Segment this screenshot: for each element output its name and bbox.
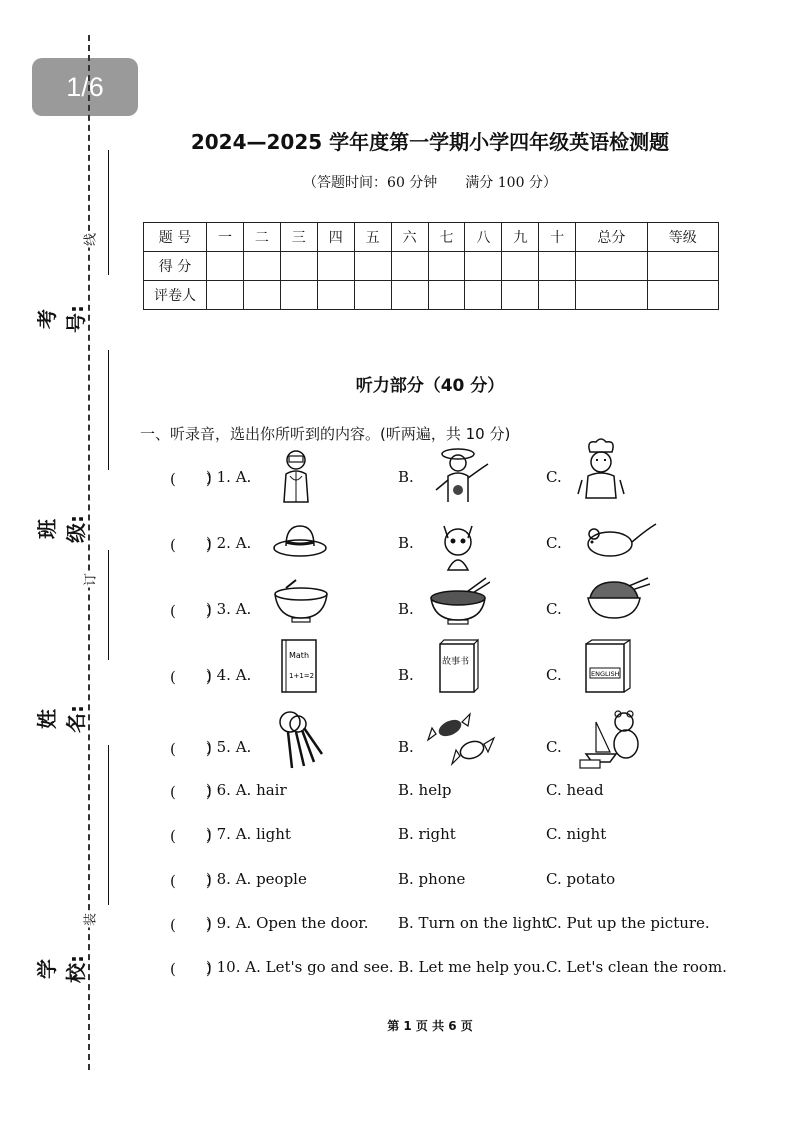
grader-cell[interactable] — [647, 281, 718, 310]
question-label: ) 3. A. — [206, 600, 252, 618]
grader-cell[interactable] — [502, 281, 539, 310]
answer-blank[interactable]: ( ) — [170, 916, 212, 934]
table-header-cell: 三 — [280, 223, 317, 252]
grader-cell[interactable] — [243, 281, 280, 310]
binding-mark-bind: 装 — [80, 912, 99, 928]
binding-mark-staple: 订 — [80, 572, 99, 588]
book-text: ENGLISH — [591, 670, 620, 678]
answer-blank[interactable]: ( ) — [170, 827, 212, 845]
answer-blank[interactable]: ( ) — [170, 740, 212, 758]
table-row-label: 评卷人 — [144, 281, 207, 310]
grader-cell[interactable] — [428, 281, 465, 310]
book-text: 1+1=2 — [289, 672, 315, 680]
score-cell[interactable] — [317, 252, 354, 281]
score-cell[interactable] — [647, 252, 718, 281]
section-title: 听力部分（40 分） — [355, 376, 505, 396]
math-book-icon[interactable] — [278, 638, 320, 696]
answer-blank[interactable]: ( ) — [170, 783, 212, 801]
cat-icon[interactable] — [436, 520, 480, 572]
answer-blank[interactable]: ( ) — [170, 668, 212, 686]
table-header-cell: 十 — [539, 223, 576, 252]
exam-title: 2024—2025 学年度第一学期小学四年级英语检测题 — [190, 130, 670, 154]
english-book-icon[interactable] — [582, 638, 632, 696]
score-cell[interactable] — [243, 252, 280, 281]
option-c[interactable]: C. potato — [546, 870, 616, 888]
option-b-label: B. — [398, 468, 414, 486]
table-header-cell: 总分 — [576, 223, 647, 252]
score-cell[interactable] — [539, 252, 576, 281]
score-cell[interactable] — [576, 252, 647, 281]
answer-blank[interactable]: ( ) — [170, 602, 212, 620]
option-b[interactable]: B. Turn on the light. — [398, 914, 553, 932]
score-cell[interactable] — [391, 252, 428, 281]
question-label: ) 4. A. — [206, 666, 252, 684]
option-c-label: C. — [546, 534, 562, 552]
write-line[interactable] — [108, 550, 109, 660]
doctor-icon[interactable] — [276, 448, 316, 504]
exam-subtitle: （答题时间：60 分钟 满分 100 分） — [303, 175, 557, 191]
write-line[interactable] — [108, 745, 109, 905]
hat-icon[interactable] — [272, 522, 328, 558]
score-cell[interactable] — [428, 252, 465, 281]
side-label: 姓名: — [35, 705, 88, 733]
rice-bowl-icon[interactable] — [584, 574, 650, 624]
option-c[interactable]: C. Let's clean the room. — [546, 958, 727, 976]
option-b[interactable]: B. help — [398, 781, 452, 799]
table-header-cell: 五 — [354, 223, 391, 252]
page-indicator[interactable]: 1/6 — [32, 58, 138, 116]
option-c[interactable]: C. Put up the picture. — [546, 914, 710, 932]
answer-blank[interactable]: ( ) — [170, 872, 212, 890]
grader-cell[interactable] — [465, 281, 502, 310]
keys-icon[interactable] — [274, 710, 326, 772]
score-cell[interactable] — [207, 252, 244, 281]
page-footer: 第 1 页 共 6 页 — [387, 1019, 473, 1033]
table-header-cell: 四 — [317, 223, 354, 252]
toys-icon[interactable] — [578, 708, 648, 770]
cook-icon[interactable] — [576, 436, 626, 500]
table-header-cell: 七 — [428, 223, 465, 252]
side-label: 学校: — [35, 955, 88, 983]
option-b-label: B. — [398, 666, 414, 684]
question-label: ) 5. A. — [206, 738, 252, 756]
table-row-label: 得 分 — [144, 252, 207, 281]
mouse-icon[interactable] — [580, 520, 660, 560]
table-header-cell: 等级 — [647, 223, 718, 252]
grader-cell[interactable] — [539, 281, 576, 310]
soup-bowl-icon[interactable] — [272, 578, 330, 626]
option-c[interactable]: C. head — [546, 781, 604, 799]
question-label: ) 6. A. hair — [206, 781, 287, 799]
book-text: Math — [289, 651, 310, 660]
option-b-label: B. — [398, 534, 414, 552]
question-label: ) 10. A. Let's go and see. — [206, 958, 394, 976]
grader-cell[interactable] — [317, 281, 354, 310]
table-header-cell: 题 号 — [144, 223, 207, 252]
table-header-cell: 九 — [502, 223, 539, 252]
grader-cell[interactable] — [354, 281, 391, 310]
book-text: 故事书 — [442, 657, 470, 667]
grader-cell[interactable] — [280, 281, 317, 310]
option-b[interactable]: B. Let me help you. — [398, 958, 546, 976]
option-b[interactable]: B. phone — [398, 870, 466, 888]
question-label: ) 1. A. — [206, 468, 252, 486]
option-b-label: B. — [398, 600, 414, 618]
candy-icon[interactable] — [426, 712, 496, 768]
option-c-label: C. — [546, 468, 562, 486]
side-label: 考号: — [35, 305, 88, 333]
score-cell[interactable] — [465, 252, 502, 281]
table-header-cell: 八 — [465, 223, 502, 252]
score-table-header-row — [144, 223, 719, 252]
farmer-icon[interactable] — [430, 446, 492, 504]
grader-cell[interactable] — [207, 281, 244, 310]
question-label: ) 8. A. people — [206, 870, 307, 888]
option-b[interactable]: B. right — [398, 825, 456, 843]
answer-blank[interactable]: ( ) — [170, 960, 212, 978]
score-table — [143, 222, 719, 310]
answer-blank[interactable]: ( ) — [170, 536, 212, 554]
write-line[interactable] — [108, 150, 109, 275]
grader-cell[interactable] — [391, 281, 428, 310]
instruction: 一、听录音，选出你所听到的内容。(听两遍，共 10 分) — [140, 425, 511, 443]
grader-cell[interactable] — [576, 281, 647, 310]
table-header-cell: 一 — [207, 223, 244, 252]
score-cell[interactable] — [280, 252, 317, 281]
noodles-bowl-icon[interactable] — [428, 576, 490, 626]
question-label: ) 7. A. light — [206, 825, 291, 843]
grader-row — [144, 281, 719, 310]
answer-blank[interactable]: ( ) — [170, 470, 212, 488]
score-cell[interactable] — [354, 252, 391, 281]
question-label: ) 2. A. — [206, 534, 252, 552]
score-cell[interactable] — [502, 252, 539, 281]
side-label: 班级: — [35, 515, 88, 543]
option-c-label: C. — [546, 600, 562, 618]
option-c-label: C. — [546, 666, 562, 684]
option-b-label: B. — [398, 738, 414, 756]
table-header-cell: 六 — [391, 223, 428, 252]
storybook-icon[interactable] — [436, 638, 480, 696]
write-line[interactable] — [108, 350, 109, 470]
binding-mark-line: 线 — [80, 232, 99, 248]
table-header-cell: 二 — [243, 223, 280, 252]
score-row — [144, 252, 719, 281]
option-c-label: C. — [546, 738, 562, 756]
question-label: ) 9. A. Open the door. — [206, 914, 369, 932]
option-c[interactable]: C. night — [546, 825, 607, 843]
